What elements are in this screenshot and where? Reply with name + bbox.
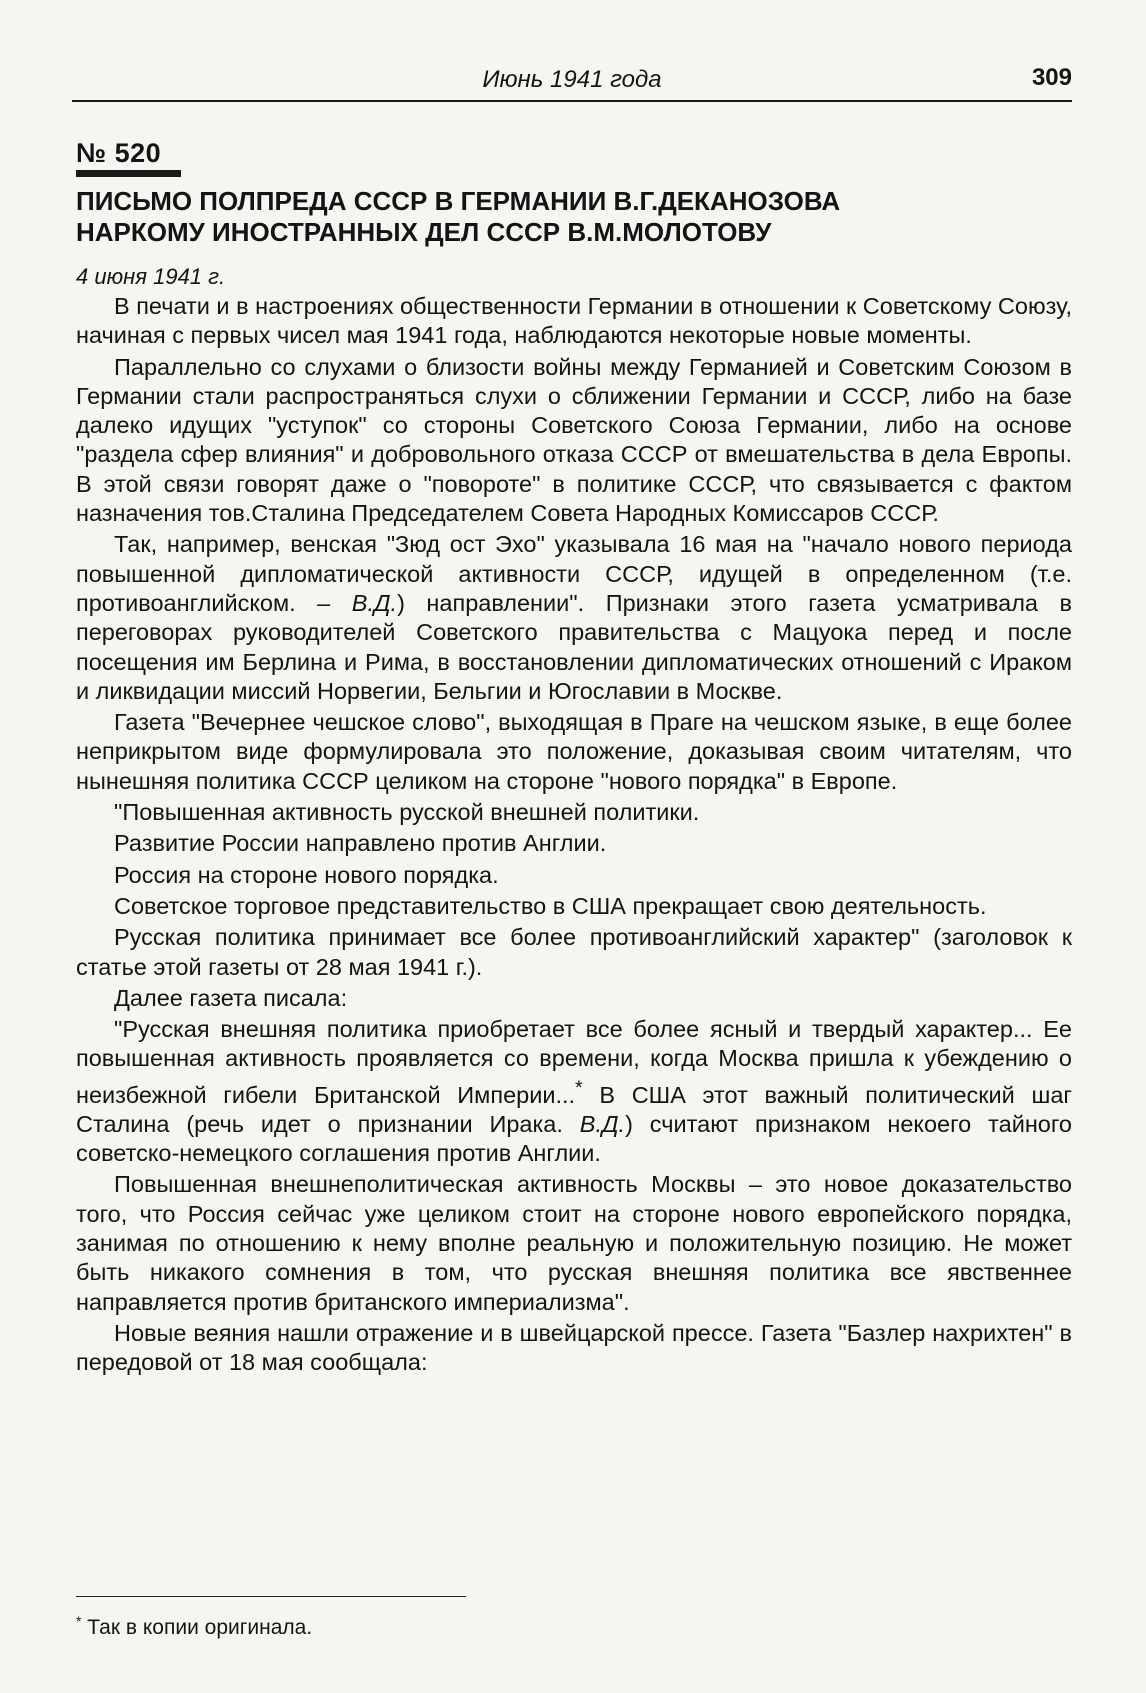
editor-initials: В.Д. bbox=[351, 589, 398, 616]
document-date: 4 июня 1941 г. bbox=[76, 264, 226, 289]
paragraph: Далее газета писала: bbox=[114, 984, 348, 1011]
footnote-marker: * bbox=[575, 1076, 583, 1099]
paragraph-text: ) считают признаком некоего тайного советско-немецкого соглашения против Англии. bbox=[76, 1110, 1072, 1167]
paragraph: Повышенная внешнеполитическая активность Москвы – это новое доказательство того, что Россия сейчас уже целиком стоит на стороне нового европейского порядка, занимая по отношению к нему вполне реальную и положительную позицию. Не может быть никакого сомнения в том, что русская внешняя политика все явственнее направляется против британского империализма". bbox=[76, 1171, 1072, 1315]
document-number: № 520 bbox=[76, 138, 162, 168]
paragraph: Советское торговое представительство в США прекращает свою деятельность. bbox=[114, 892, 987, 919]
paragraph-text: "Русская внешняя политика приобретает все более ясный и твердый характер... Ее повышенная активность проявляется со времени, когда Москва пришла к убеждению о неизбежной гибели Британской Империи... bbox=[76, 1016, 1072, 1108]
paragraph-text: В США этот важный политический шаг Сталина (речь идет о признании Ирака. bbox=[76, 1081, 1072, 1137]
footnote-marker: * bbox=[76, 1613, 82, 1629]
paragraph-text: Так, например, венская "Зюд ост Эхо" указывала 16 мая на "начало нового периода повышенной дипломатической активности СССР, идущей в определенном (т.е. противоанглийском. – bbox=[76, 531, 1072, 616]
paragraph: Развитие России направлено против Англии. bbox=[114, 830, 607, 857]
footnote-rule bbox=[76, 1596, 466, 1597]
document-body bbox=[76, 292, 1072, 1380]
paragraph: "Повышенная активность русской внешней политики. bbox=[114, 799, 700, 826]
document-title-line: НАРКОМУ ИНОСТРАННЫХ ДЕЛ СССР В.М.МОЛОТОВУ bbox=[76, 217, 772, 247]
paragraph-text: ) направлении". Признаки этого газета усматривала в переговорах руководителей Советского правительства с Мацуока перед и после посещения им Берлина и Рима, в восстановлении дипломатических отношений с Ираком и ликвидации миссий Норвегии, Бельгии и Югославии в Москве. bbox=[76, 589, 1072, 704]
paragraph: Россия на стороне нового порядка. bbox=[114, 861, 499, 888]
paragraph: В печати и в настроениях общественности Германии в отношении к Советскому Союзу, начиная с первых чисел мая 1941 года, наблюдаются некоторые новые моменты. bbox=[76, 293, 1073, 349]
footnote-text: Так в копии оригинала. bbox=[81, 1616, 313, 1639]
page-header bbox=[72, 60, 1072, 102]
paragraph: Новые веяния нашли отражение и в швейцарской прессе. Газета "Базлер нахрихтен" в передовой от 18 мая сообщала: bbox=[76, 1319, 1072, 1376]
footnote bbox=[76, 1613, 312, 1640]
page-number: 309 bbox=[1031, 64, 1072, 91]
paragraph bbox=[76, 530, 1072, 706]
paragraph bbox=[76, 1015, 1072, 1168]
paragraph: Русская политика принимает все более противоанглийский характер" (заголовок к статье этой газеты от 28 мая 1941 г.). bbox=[76, 924, 1072, 980]
editor-initials: В.Д. bbox=[579, 1110, 626, 1137]
document-number-rule bbox=[76, 170, 181, 177]
paragraph: Параллельно со слухами о близости войны между Германией и Советским Союзом в Германии стали распространяться слухи о сближении Германии и СССР, либо на базе далеко идущих "уступок" со стороны Советского Союза Германии, либо на основе "раздела сфер влияния" и добровольного отказа СССР от вмешательства в дела Европы. В этой связи говорят даже о "повороте" в политике СССР, что связывается с фактом назначения тов.Сталина Председателем Совета Народных Комиссаров СССР. bbox=[76, 353, 1072, 527]
paragraph: Газета "Вечернее чешское слово", выходящая в Праге на чешском языке, в еще более неприкрытом виде формулировала это положение, доказывая своим читателям, что нынешняя политика СССР целиком на стороне "нового порядка" в Европе. bbox=[76, 709, 1072, 794]
document-title-line: ПИСЬМО ПОЛПРЕДА СССР В ГЕРМАНИИ В.Г.ДЕКАНОЗОВА bbox=[76, 186, 841, 216]
running-title: Июнь 1941 года bbox=[482, 66, 662, 93]
document-title bbox=[76, 186, 1076, 248]
